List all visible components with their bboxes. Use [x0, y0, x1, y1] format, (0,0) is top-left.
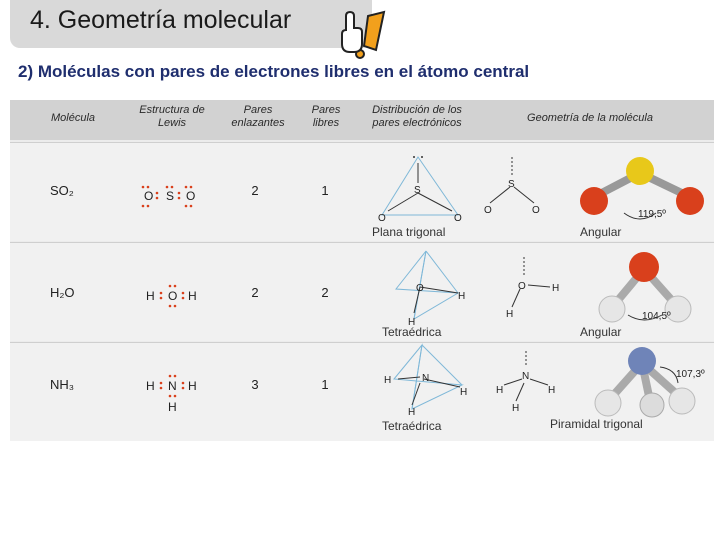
skel-center: N: [522, 371, 530, 382]
lewis-atom-left: H: [146, 379, 155, 393]
distribution-label: Tetraédrica: [382, 419, 442, 433]
dist-atom-b: H: [408, 317, 416, 327]
lone-pairs-cell: 1: [321, 183, 329, 198]
bond-angle: 119,5º: [638, 209, 666, 220]
table-row: [10, 142, 714, 241]
lewis-atom-left: H: [146, 289, 155, 303]
bond-angle: 104,5º: [642, 311, 671, 322]
geometry-skeleton: [486, 253, 566, 323]
header-bonding-pairs: Pares enlazantes: [231, 104, 285, 129]
lewis-structure: [140, 281, 210, 311]
lewis-atom-center: O: [168, 289, 178, 303]
nitrogen-atom-ball: [628, 347, 656, 375]
bonding-pairs-cell: 2: [251, 183, 259, 198]
dist-center-atom: O: [416, 283, 424, 294]
hydrogen-atom-ball: [595, 390, 621, 416]
skel-b: H: [548, 385, 556, 396]
oxygen-atom-ball: [676, 187, 704, 215]
lewis-atom-bottom: H: [168, 400, 177, 414]
skel-a: O: [484, 205, 492, 216]
lewis-structure: [134, 181, 204, 211]
lewis-atom-right: H: [188, 289, 197, 303]
distribution-label: Plana trigonal: [372, 225, 446, 239]
dist-atom-a: O: [378, 213, 386, 224]
skel-center: O: [518, 281, 526, 292]
lewis-atom-right: O: [186, 189, 196, 203]
lewis-structure: [140, 371, 210, 417]
molecule-cell: SO₂: [50, 183, 74, 198]
section-subtitle: 2) Moléculas con pares de electrones libres en el átomo central: [18, 62, 530, 81]
table-row: [10, 242, 714, 341]
table-row: [10, 342, 714, 441]
lewis-atom-left: O: [144, 189, 154, 203]
dist-atom-c: H: [408, 407, 416, 418]
skel-center: S: [508, 179, 515, 190]
dist-atom-b: O: [454, 213, 462, 224]
dist-atom-a: H: [384, 375, 392, 386]
distribution-diagram: [380, 247, 480, 327]
header-lone-pairs: Pares libres: [311, 104, 341, 129]
dist-center-atom: N: [422, 373, 430, 384]
dist-center-atom: S: [414, 185, 421, 196]
molecule-cell: H₂O: [50, 285, 75, 300]
geometry-label: Angular: [580, 325, 622, 339]
skel-b: H: [506, 309, 514, 320]
distribution-diagram: [370, 147, 470, 227]
lone-pairs-cell: 2: [321, 285, 329, 300]
skel-a: H: [496, 385, 504, 396]
geometry-skeleton: [480, 151, 550, 221]
geometry-label: Angular: [580, 225, 622, 239]
table-header: [10, 100, 714, 140]
skel-a: H: [552, 283, 560, 294]
geometry-table: [10, 100, 714, 440]
header-geometry: Geometría de la molécula: [527, 112, 653, 124]
header-molecule: Molécula: [50, 112, 96, 124]
oxygen-atom-ball: [629, 252, 659, 282]
oxygen-atom-ball: [580, 187, 608, 215]
sulfur-atom-ball: [626, 157, 654, 185]
bonding-pairs-cell: 2: [251, 285, 259, 300]
dist-atom-a: H: [458, 291, 466, 302]
geometry-skeleton: [486, 349, 566, 419]
hydrogen-atom-ball: [669, 388, 695, 414]
skel-b: O: [532, 205, 540, 216]
bonding-pairs-cell: 3: [251, 377, 259, 392]
distribution-diagram: [380, 343, 480, 421]
hydrogen-atom-ball: [640, 393, 664, 417]
geometry-label: Piramidal trigonal: [550, 417, 643, 431]
dist-atom-b: H: [460, 387, 468, 398]
bond-angle: 107,3º: [676, 369, 705, 380]
skel-c: H: [512, 403, 520, 414]
distribution-label: Tetraédrica: [382, 325, 442, 339]
lewis-atom-center: S: [166, 189, 175, 203]
page-title: 4. Geometría molecular: [30, 6, 292, 34]
header-lewis: Estructura de Lewis: [139, 104, 205, 129]
molecule-cell: NH₃: [50, 377, 75, 392]
molecule-model: [580, 345, 714, 425]
lone-pairs-cell: 1: [321, 377, 329, 392]
hydrogen-atom-ball: [599, 296, 625, 322]
lewis-atom-center: N: [168, 379, 177, 393]
lewis-atom-right: H: [188, 379, 197, 393]
pointing-hand-icon: [338, 10, 398, 60]
header-distribution: Distribución de los pares electrónicos: [372, 104, 462, 129]
